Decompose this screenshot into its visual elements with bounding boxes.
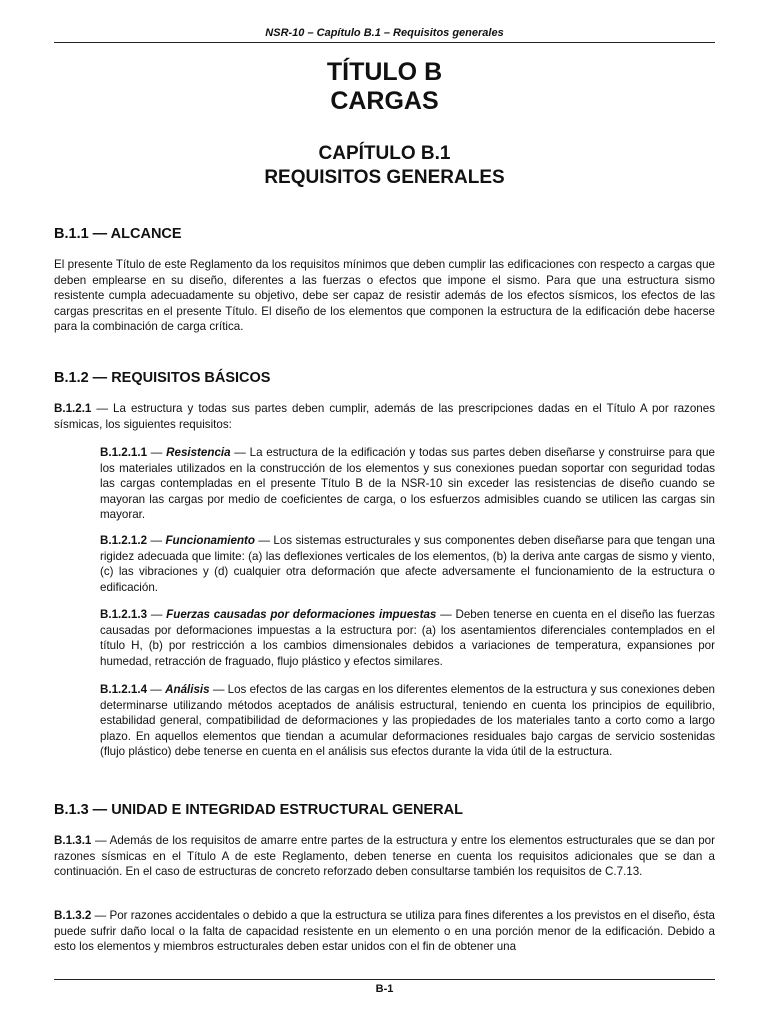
clause-dash: —	[147, 683, 166, 696]
header-rule	[54, 42, 715, 43]
chapter-block	[54, 142, 715, 190]
clause-number: B.1.2.1	[54, 402, 92, 415]
title-line-1: TÍTULO B	[326, 58, 443, 86]
clause-dash: —	[147, 534, 166, 547]
clause-number: B.1.2.1.2	[100, 534, 148, 547]
paragraph-b-1-2-1-1	[100, 445, 715, 523]
clause-text: — Deben tenerse en cuenta en el diseño las fuerzas causadas por deformaciones impuestas a la estructura por: (a) los asentamientos diferenciales contemplados en el título H, (b) por restricción a los cambios dimensionales debidos a variaciones de temperatura, expansiones por humedad, retracción de fraguado, flujo plástico y efectos similares.	[100, 608, 715, 668]
footer-rule	[54, 979, 715, 980]
clause-text: — La estructura de la edificación y todas sus partes deben diseñarse y construirse para que los materiales utilizados en la construcción de los elementos y sus conexiones puedan soportar con seguridad todas las cargas contempladas en el presente Título B de la NSR-10 sin exceder las resistencias de diseño cuando se mayoran las cargas por medio de coeficientes de carga, o los esfuerzos admisibles cuando se utilicen las cargas sin mayorar.	[100, 446, 715, 522]
paragraph-b-1-2-1-4	[100, 682, 715, 760]
clause-dash: —	[147, 608, 167, 621]
document-page	[54, 0, 715, 1024]
section-heading-b-1-2: B.1.2 — REQUISITOS BÁSICOS	[54, 370, 271, 386]
chapter-line-1: CAPÍTULO B.1	[318, 143, 451, 164]
clause-number: B.1.2.1.3	[100, 608, 148, 621]
paragraph-b-1-2-1-3	[100, 607, 715, 669]
clause-term: Resistencia	[166, 446, 231, 459]
chapter-line-2: REQUISITOS GENERALES	[264, 167, 505, 188]
clause-term: Fuerzas causadas por deformaciones impuestas	[166, 608, 437, 621]
paragraph-b-1-2-1-2	[100, 533, 715, 595]
section-heading-b-1-3: B.1.3 — UNIDAD E INTEGRIDAD ESTRUCTURAL GENERAL	[54, 802, 463, 818]
clause-text: — Por razones accidentales o debido a que la estructura se utiliza para fines diferentes a los previstos en el diseño, ésta puede sufrir daño local o la falta de capacidad resistente en un elemento o en una porción menor de la edificación. Debido a esto los elementos y miembros estructurales deben estar unidos con el fin de obtener una	[54, 909, 715, 954]
clause-text: — Los sistemas estructurales y sus componentes deben diseñarse para que tengan una rigidez adecuada que limite: (a) las deflexiones verticales de los elementos, (b) la deriva ante cargas de sismo y viento, (c) las vibraciones y (d) cualquier otra deformación que afecte adversamente el funcionamiento de la estructura o edificación.	[100, 534, 715, 594]
paragraph-b-1-1: El presente Título de este Reglamento da los requisitos mínimos que deben cumplir las edificaciones con respecto a cargas que deben emplearse en su diseño, diferentes a las fuerzas o efectos que impone el sismo. Para que una estructura sismo resistente cumpla adecuadamente su objetivo, debe ser capaz de resistir además de los efectos sísmicos, los efectos de las cargas prescritas en el presente Título. El diseño de los elementos que componen la estructura de la edificación debe hacerse para la combinación de carga crítica.	[54, 258, 715, 334]
clause-number: B.1.2.1.1	[100, 446, 148, 459]
clause-text: — Además de los requisitos de amarre entre partes de la estructura y entre los elementos estructurales que se dan por razones sísmicas en el Título A de este Reglamento, deben tenerse en cuenta los requisitos adicionales que se dan a continuación. En el caso de estructuras de concreto reforzado deben consultarse también los requisitos de C.7.13.	[54, 834, 715, 879]
clause-text: — Los efectos de las cargas en los diferentes elementos de la estructura y sus conexiones deben determinarse utilizando métodos aceptados de análisis estructural, teniendo en cuenta los principios de equilibrio, estabilidad general, compatibilidad de deformaciones y las propiedades de los materiales tanto a corto como a largo plazo. En aquellos elementos que tiendan a acumular deformaciones residuales bajo cargas de servicio sostenidas (flujo plástico) debe tenerse en cuenta en el análisis sus efectos durante la vida útil de la estructura.	[100, 683, 715, 759]
clause-dash: —	[147, 446, 167, 459]
paragraph-b-1-3-1	[54, 833, 715, 880]
paragraph-b-1-3-2	[54, 908, 715, 955]
clause-number: B.1.3.2	[54, 909, 92, 922]
paragraph-b-1-2-1	[54, 401, 715, 432]
clause-text: — La estructura y todas sus partes deben cumplir, además de las prescripciones dadas en el Título A por razones sísmicas, los siguientes requisitos:	[54, 402, 715, 431]
title-block	[54, 58, 715, 116]
clause-term: Análisis	[165, 683, 210, 696]
clause-number: B.1.2.1.4	[100, 683, 148, 696]
page-number: B-1	[375, 983, 394, 995]
title-line-2: CARGAS	[330, 87, 439, 115]
section-heading-b-1-1: B.1.1 — ALCANCE	[54, 226, 182, 242]
clause-number: B.1.3.1	[54, 834, 92, 847]
running-header: NSR-10 – Capítulo B.1 – Requisitos generales	[265, 27, 504, 39]
clause-term: Funcionamiento	[165, 534, 255, 547]
